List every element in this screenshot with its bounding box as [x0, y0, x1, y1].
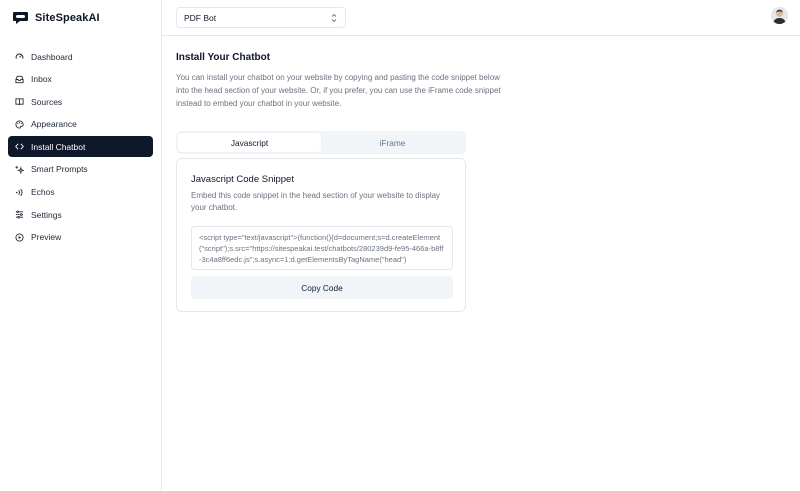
tab-javascript[interactable]: Javascript	[178, 133, 321, 152]
page-description: You can install your chatbot on your website by copying and pasting the code snippet below into the head section of your website. Or, if you prefer, you can use the iFrame code snippet instead to embed your chatbot in your website.	[176, 73, 501, 108]
chatbot-select-value: PDF Bot	[184, 12, 217, 23]
gauge-icon	[15, 52, 24, 61]
sidebar-item-appearance[interactable]	[8, 114, 153, 135]
install-method-tabs	[176, 131, 466, 154]
chat-bubble-logo-icon	[12, 11, 29, 25]
sidebar-item-preview[interactable]	[8, 227, 153, 248]
sidebar	[0, 0, 162, 491]
tab-iframe[interactable]: iFrame	[379, 137, 406, 148]
sliders-icon	[15, 210, 24, 219]
sidebar-item-dashboard[interactable]	[8, 46, 153, 67]
sidebar-item-label: Smart Prompts	[31, 164, 88, 175]
sidebar-item-label: Appearance	[31, 119, 77, 130]
sidebar-item-install-chatbot[interactable]	[8, 136, 153, 157]
main-content	[176, 52, 516, 110]
code-icon	[15, 142, 24, 151]
sidebar-item-sources[interactable]	[8, 91, 153, 112]
app-logo[interactable]	[12, 9, 100, 27]
top-bar	[162, 0, 800, 36]
sidebar-item-label: Sources	[31, 96, 63, 107]
sidebar-item-smart-prompts[interactable]	[8, 159, 153, 180]
code-snippet-textarea[interactable]: <script type="text/javascript">(function(){d=document;s=d.createElement("script");s.src="https://sitespeakai.test/chatbots/280239d9-fe95-466a-b8ff-3c4a8ff6edc.js";s.async=1;d.getElementsByTagName("head")	[191, 226, 453, 270]
user-avatar[interactable]	[771, 7, 788, 24]
sidebar-item-label: Inbox	[31, 74, 52, 85]
play-icon	[15, 233, 24, 242]
sidebar-nav	[8, 46, 153, 249]
card-title: Javascript Code Snippet	[191, 174, 294, 185]
sidebar-item-label: Preview	[31, 232, 62, 243]
chevron-up-down-icon	[330, 13, 338, 23]
sidebar-item-label: Echos	[31, 187, 55, 198]
sidebar-item-label: Install Chatbot	[31, 141, 86, 152]
copy-code-button[interactable]: Copy Code	[191, 276, 453, 299]
sidebar-item-label: Settings	[31, 209, 62, 220]
page-title: Install Your Chatbot	[176, 52, 271, 63]
code-snippet-card	[176, 158, 466, 312]
sidebar-item-echos[interactable]	[8, 182, 153, 203]
palette-icon	[15, 120, 24, 129]
sidebar-item-label: Dashboard	[31, 51, 73, 62]
app-name: SiteSpeakAI	[35, 12, 100, 24]
sidebar-item-settings[interactable]	[8, 204, 153, 225]
sparkles-icon	[15, 165, 24, 174]
inbox-icon	[15, 75, 24, 84]
card-description: Embed this code snippet in the head section of your website to display your chatbot.	[191, 191, 441, 212]
broadcast-icon	[15, 188, 24, 197]
book-icon	[15, 97, 24, 106]
sidebar-item-inbox[interactable]	[8, 69, 153, 90]
chatbot-select[interactable]	[176, 7, 346, 28]
